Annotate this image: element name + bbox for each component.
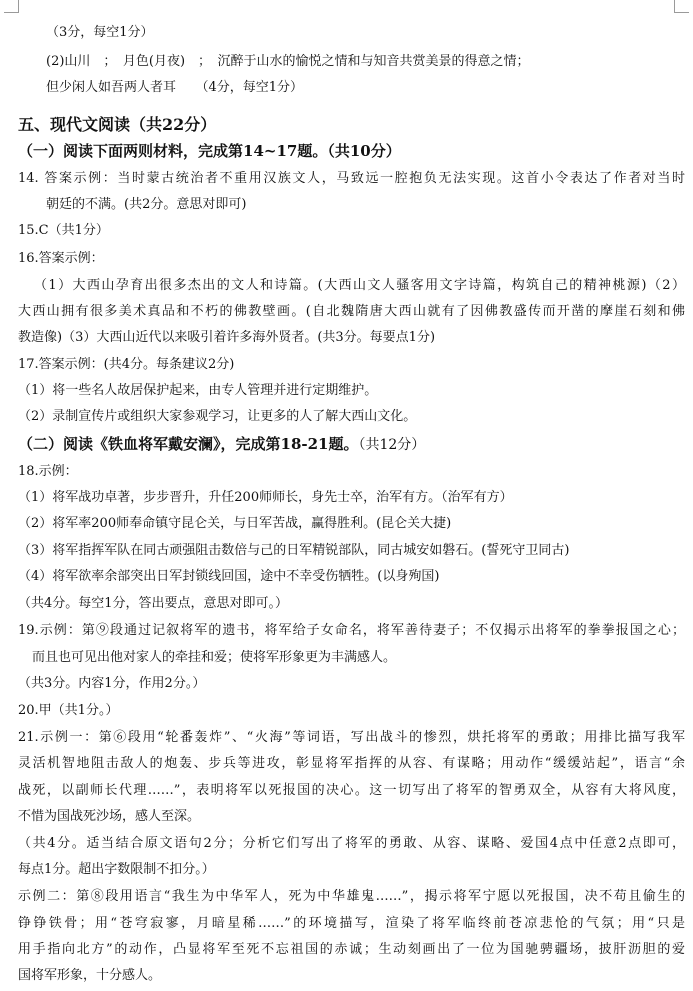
- subsection-heading-title: （二）阅读《铁血将军戴安澜》，完成第18-21题。: [18, 435, 359, 453]
- answer-line: （4）将军欲率余部突出日军封锁线回国，途中不幸受伤牺牲。(以身殉国): [18, 569, 440, 584]
- answer-line: （2）录制宣传片或组织大家参观学习，让更多的人了解大西山文化。: [18, 409, 417, 424]
- answer-line: (2)山川 ； 月色(月夜) ； 沉醉于山水的愉悦之情和与知音共赏美景的得意之情；: [46, 54, 530, 69]
- answer-line: 国将军形象，十分感人。: [18, 968, 162, 983]
- page-corner-mark-left: [4, 0, 19, 13]
- answer-line: 16.答案示例：: [18, 251, 104, 266]
- answer-line: 每点1分。超出字数限制不扣分。）: [18, 862, 215, 877]
- answer-line: 朝廷的不满。(共2分。意思对即可): [46, 197, 247, 212]
- answer-line: 17.答案示例：(共4分。每条建议2分): [18, 357, 235, 372]
- answer-line: 灵活机智地阻击敌人的炮轰、步兵等进攻，彰显将军指挥的从容、有谋略；用动作“缓缓站起”，语言“余: [18, 756, 685, 771]
- subsection-heading: [18, 432, 685, 457]
- page-corner-mark-right: [674, 0, 689, 13]
- answer-line: 20.甲（共1分。）: [18, 703, 119, 718]
- answer-line: 铮铮铁骨；用“苍穹寂寥，月暗星稀……”的环境描写，渲染了将军临终前苍凉悲怆的气氛；用“只是: [18, 916, 685, 931]
- answer-line: 18.示例：: [18, 464, 78, 479]
- answer-line: （共3分。内容1分，作用2分。）: [18, 676, 206, 691]
- answer-line: （1）大西山孕育出很多杰出的文人和诗篇。(大西山文人骚客用文字诗篇，构筑自己的精神桃源)（2）: [34, 278, 685, 293]
- answer-line: 不惜为国战死沙场，感人至深。: [18, 809, 201, 824]
- answer-line: 用手指向北方”的动作，凸显将军至死不忘祖国的赤诚；生动刻画出了一位为国驰骋疆场，披肝沥胆的爱: [18, 942, 685, 957]
- answer-line: （3）将军指挥军队在同古顽强阻击数倍与己的日军精锐部队，同古城安如磐石。(誓死守卫同古): [18, 543, 570, 558]
- section-heading: 五、现代文阅读（共22分）: [18, 115, 217, 134]
- answer-line: （共4分。每空1分，答出要点，意思对即可。）: [18, 596, 289, 611]
- answer-line: 而且也可见出他对家人的牵挂和爱；使将军形象更为丰满感人。: [32, 650, 397, 665]
- scoring-note: （3分，每空1分）: [46, 25, 154, 40]
- answer-line: 但少闲人如吾两人者耳 （4分，每空1分）: [46, 80, 304, 95]
- answer-line: （共4分。适当结合原文语句2分；分析它们写出了将军的勇敢、从容、谋略、爱国4点中任意2点即可，: [18, 836, 685, 851]
- answer-line: 示例二：第⑧段用语言“我生为中华军人，死为中华雄鬼……”，揭示将军宁愿以死报国，决不苟且偷生的: [18, 889, 685, 904]
- answer-line: （2）将军率200师奉命镇守昆仑关，与日军苦战，赢得胜利。(昆仑关大捷): [18, 516, 452, 531]
- answer-line: 21.示例一：第⑥段用“轮番轰炸”、“火海”等词语，写出战斗的惨烈，烘托将军的勇敢；用排比描写我军: [18, 730, 685, 745]
- subsection-heading: （一）阅读下面两则材料，完成第14~17题。（共10分）: [18, 142, 401, 160]
- subsection-heading-score: （共12分）: [358, 437, 426, 453]
- answer-line: 战死，以副师长代理……”，表明将军以死报国的决心。这一切写出了将军的智勇双全，从容有大将风度，: [18, 783, 685, 798]
- answer-line: 大西山拥有很多美术真品和不朽的佛教壁画。(自北魏隋唐大西山就有了因佛教盛传而开凿的摩崖石刻和佛: [18, 304, 685, 319]
- answer-line: （1）将军战功卓著，步步晋升，升任200师师长，身先士卒，治军有方。（治军有方）: [18, 490, 513, 505]
- answer-line: 15.C（共1分）: [18, 223, 109, 238]
- answer-line: 教造像)（3）大西山近代以来吸引着许多海外贤者。(共3分。每要点1分): [18, 330, 436, 345]
- answer-line: 19.示例：第⑨段通过记叙将军的遗书，将军给子女命名，将军善待妻子；不仅揭示出将军的拳拳报国之心；: [18, 623, 685, 638]
- answer-line: 14. 答案示例：当时蒙古统治者不重用汉族文人，马致远一腔抱负无法实现。这首小令表达了作者对当时: [18, 171, 685, 186]
- answer-line: （1）将一些名人故居保护起来，由专人管理并进行定期维护。: [18, 383, 378, 398]
